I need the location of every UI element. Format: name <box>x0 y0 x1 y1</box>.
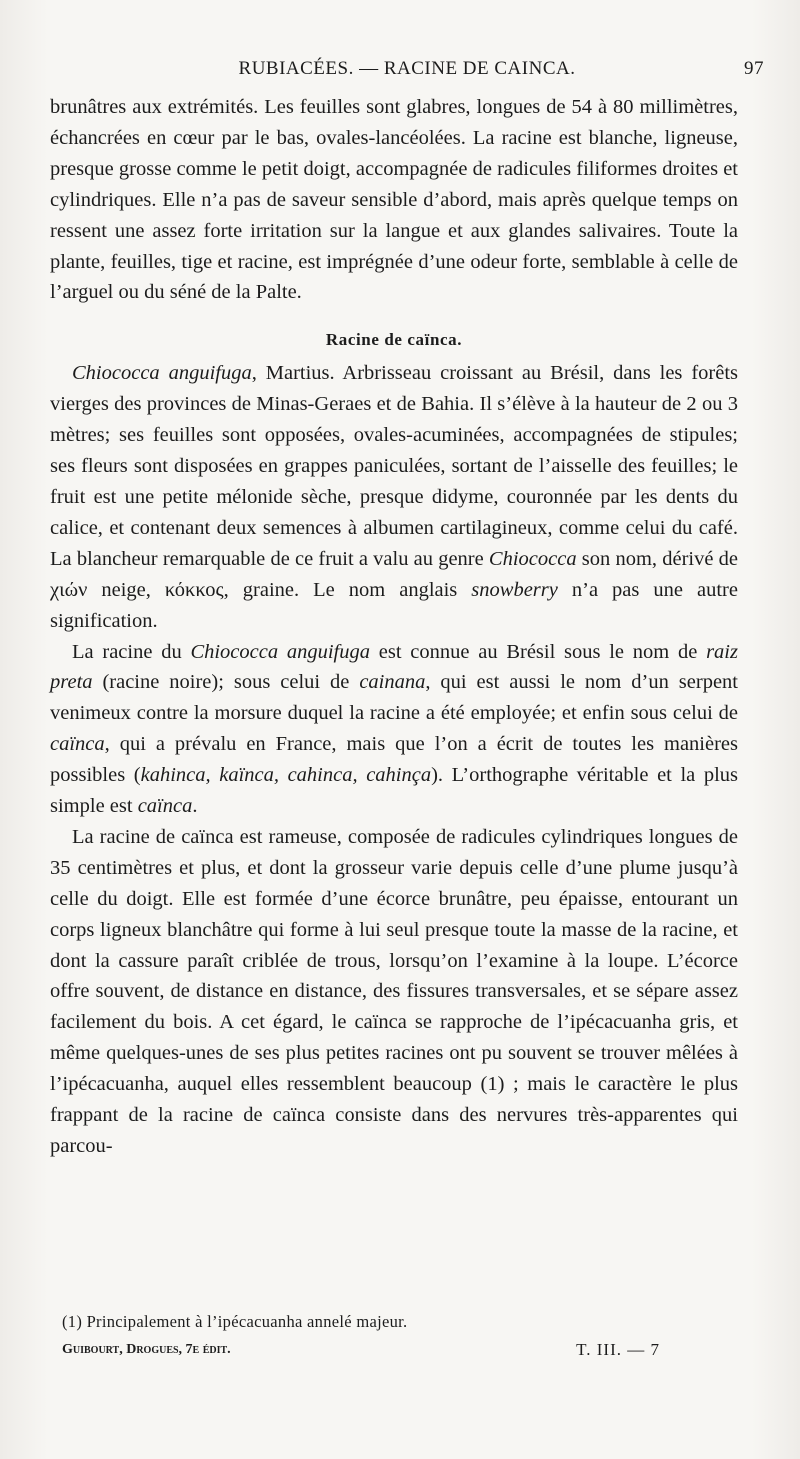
paragraph-names: La racine du Chiococca anguifuga est connue au Brésil sous le nom de raiz preta (racine noire); sous celui de cainana, qui est aussi le nom d’un serpent venimeux contre la morsure duquel la racine a été employée; et enfin sous celui de caïnca, qui a prévalu en France, mais que l’on a écrit de toutes les manières possibles (kahinca, kaïnca, cahinca, cahinça). L’orthographe véritable et la plus simple est caïnca. <box>50 640 739 818</box>
footnote: (1) Principalement à l’ipécacuanha annelé majeur. <box>62 1312 408 1331</box>
paragraph-chiococca: Chiococca anguifuga, Martius. Arbrisseau croissant au Brésil, dans les forêts vierges des provinces de Minas-Geraes et de Bahia. Il s’élève à la hauteur de 2 ou 3 mètres; ses feuilles sont opposées, ovales-acuminées, accompagnées de stipules; ses fleurs sont disposées en grappes paniculées, sortant de l’aisselle des feuilles; le fruit est une petite mélonide sèche, presque didyme, couronnée par les dents du calice, et contenant deux semences à albumen cartilagineux, comme celui du café. La blancheur remarquable de ce fruit a valu au genre Chiococca son nom, dérivé de χιών neige, κόκκος, graine. Le nom anglais snowberry n’a pas une autre signification. <box>50 362 738 632</box>
signature-tome: T. III. — 7 <box>576 1340 660 1359</box>
paragraph-plant-description: brunâtres aux extrémités. Les feuilles sont glabres, longues de 54 à 80 millimètres, échancrées en cœur par le bas, ovales-lancéolées. La racine est blanche, ligneuse, presque grosse comme le petit doigt, accompagnée de radicules filiformes droites et cylindriques. Elle n’a pas de saveur sensible d’abord, mais après quelque temps on ressent une assez forte irritation sur la langue et aux glandes salivaires. Toute la plante, feuilles, tige et racine, est imprégnée d’une odeur forte, semblable à celle de l’arguel ou du séné de la Palte. <box>50 96 738 304</box>
italic-genus-name: Chiococca <box>488 547 577 570</box>
body-text <box>50 92 738 1162</box>
italic-english-name: snowberry <box>471 578 558 601</box>
italic-species-name: Chiococca anguifuga <box>72 362 252 385</box>
running-head <box>50 58 764 88</box>
section-heading-racine-de-cainca: Racine de caïnca. <box>325 330 463 350</box>
running-head-title: RUBIACÉES. — RACINE DE CAINCA. <box>238 58 576 79</box>
signature-author: Guibourt, Drogues, 7e édit. <box>62 1342 231 1357</box>
page-number: 97 <box>744 58 764 79</box>
paragraph-root-description: La racine de caïnca est rameuse, composée de radicules cylindriques longues de 35 centimètres et plus, et dont la grosseur varie depuis celle d’une plume jusqu’à celle du doigt. Elle est formée d’une écorce brunâtre, peu épaisse, entourant un corps ligneux blanchâtre qui forme à lui seul presque toute la masse de la racine, et dont la cassure paraît criblée de trous, lorsqu’on l’examine à la loupe. L’écorce offre souvent, de distance en distance, des fissures transversales, et se sépare assez facilement du bois. A cet égard, le caïnca se rapproche de l’ipécacuanha gris, et même quelques-unes de ses plus petites racines ont pu souvent se trouver mêlées à l’ipécacuanha, auquel elles ressemblent beaucoup (1) ; mais le caractère le plus frappant de la racine de caïnca consiste dans des nervures très-apparentes qui parcou- <box>50 825 738 1157</box>
signature-line <box>62 1342 660 1358</box>
